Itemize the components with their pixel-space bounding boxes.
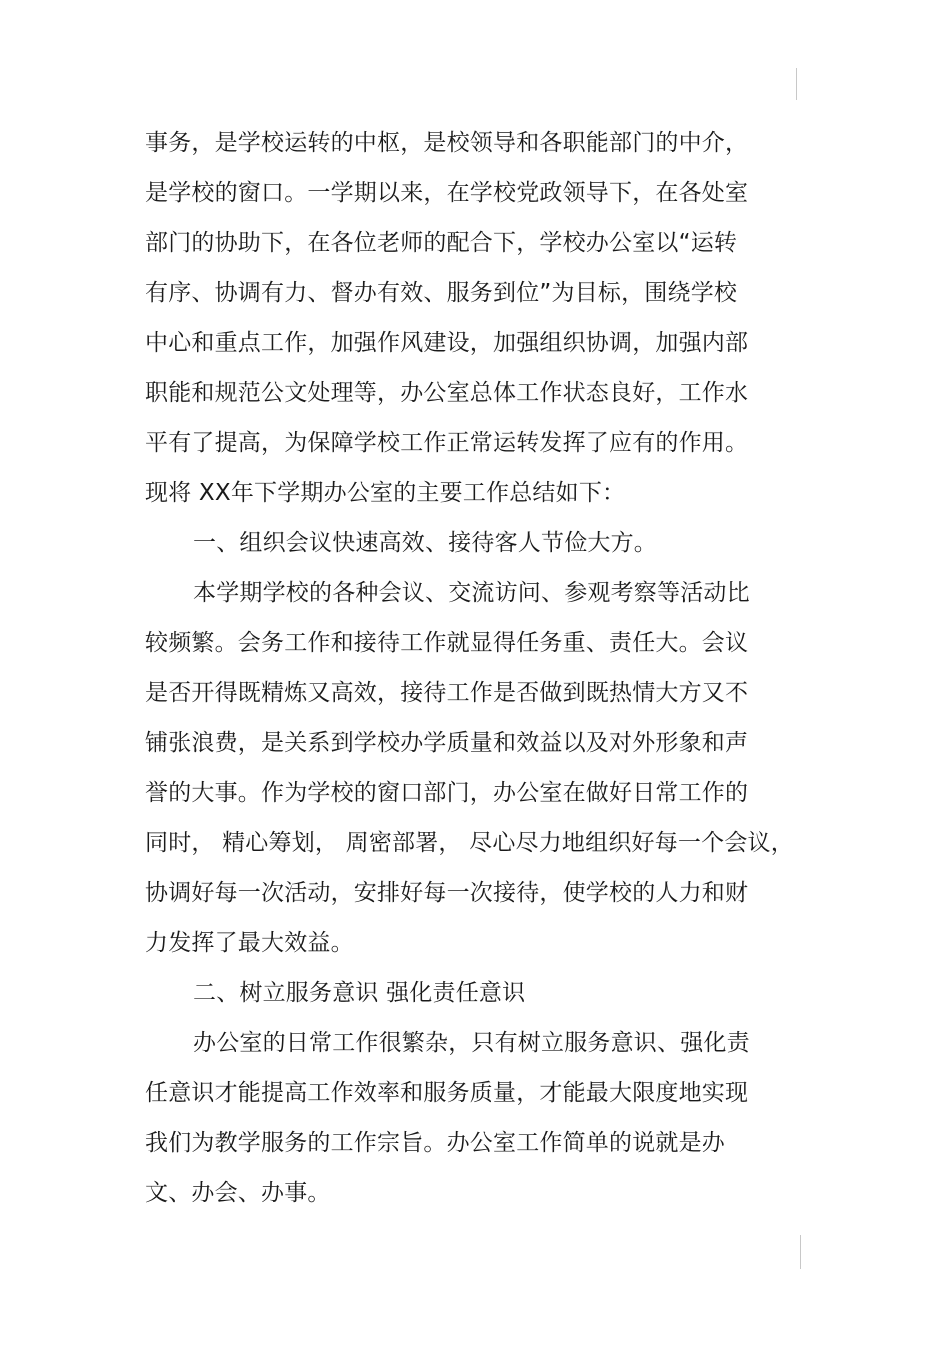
text-line: 中心和重点工作，加强作风建设，加强组织协调，加强内部 bbox=[145, 330, 749, 356]
text-line: 一、组织会议快速高效、接待客人节俭大方。 bbox=[193, 530, 657, 556]
document-body bbox=[145, 118, 794, 1218]
text-line: 现将 XX年下学期办公室的主要工作总结如下： bbox=[145, 480, 626, 506]
text-line: 铺张浪费，是关系到学校办学质量和效益以及对外形象和声 bbox=[145, 730, 749, 756]
text-line: 我们为教学服务的工作宗旨。办公室工作简单的说就是办 bbox=[145, 1130, 725, 1156]
text-line: 二、树立服务意识 强化责任意识 bbox=[193, 980, 526, 1006]
margin-mark-bottom bbox=[800, 1235, 801, 1269]
text-line: 誉的大事。作为学校的窗口部门，办公室在做好日常工作的 bbox=[145, 780, 749, 806]
text-line: 事务，是学校运转的中枢，是校领导和各职能部门的中介， bbox=[145, 130, 749, 156]
text-line: 协调好每一次活动，安排好每一次接待，使学校的人力和财 bbox=[145, 880, 749, 906]
text-line: 本学期学校的各种会议、交流访问、参观考察等活动比 bbox=[193, 580, 750, 606]
text-line: 是否开得既精炼又高效，接待工作是否做到既热情大方又不 bbox=[145, 680, 749, 706]
text-line: 平有了提高，为保障学校工作正常运转发挥了应有的作用。 bbox=[145, 430, 749, 456]
text-line: 任意识才能提高工作效率和服务质量，才能最大限度地实现 bbox=[145, 1080, 749, 1106]
margin-mark-top bbox=[796, 68, 797, 100]
text-line: 有序、协调有力、督办有效、服务到位”为目标，围绕学校 bbox=[145, 280, 738, 306]
text-line: 同时， 精心筹划， 周密部署， 尽心尽力地组织好每一个会议， bbox=[145, 830, 794, 856]
text-line: 文、办会、办事。 bbox=[145, 1180, 331, 1206]
text-line: 是学校的窗口。一学期以来，在学校党政领导下，在各处室 bbox=[145, 180, 749, 206]
text-line: 部门的协助下，在各位老师的配合下，学校办公室以“运转 bbox=[145, 230, 738, 256]
text-line: 办公室的日常工作很繁杂，只有树立服务意识、强化责 bbox=[193, 1030, 750, 1056]
text-line: 较频繁。会务工作和接待工作就显得任务重、责任大。会议 bbox=[145, 630, 749, 656]
text-line: 力发挥了最大效益。 bbox=[145, 930, 354, 956]
text-line: 职能和规范公文处理等，办公室总体工作状态良好，工作水 bbox=[145, 380, 749, 406]
